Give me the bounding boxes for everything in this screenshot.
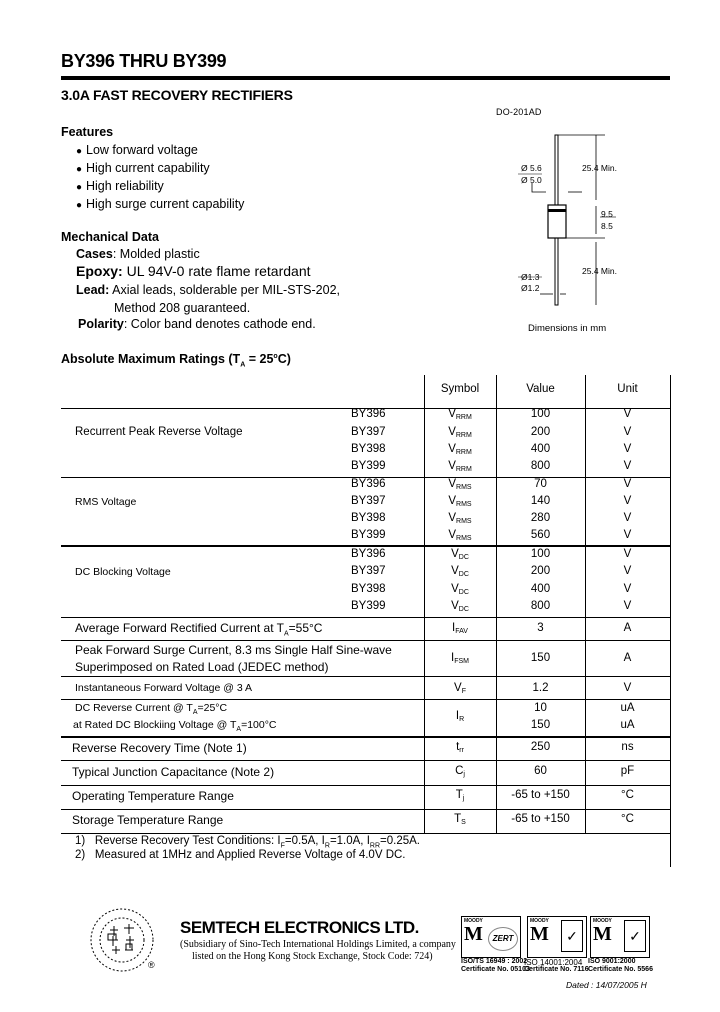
- cases-label: Cases: [76, 247, 113, 261]
- row-divider: [61, 676, 670, 677]
- value-cell: 800: [530, 460, 551, 472]
- part-number: BY396: [351, 548, 386, 560]
- value-cell: -65 to +150: [511, 813, 570, 825]
- ratings-heading: [61, 352, 291, 369]
- package-name: DO-201AD: [496, 107, 542, 117]
- symbol-sub: S: [461, 819, 466, 826]
- symbol-text: V: [451, 548, 459, 560]
- unit-cell: V: [623, 565, 632, 577]
- cert-badge-iso-9001: [590, 916, 650, 958]
- dim-body-length-min: 8.5: [601, 221, 613, 231]
- symbol-cell: [424, 529, 496, 542]
- moody-m-icon: M: [530, 923, 549, 945]
- value-cell: 250: [530, 741, 551, 753]
- feature-item: [76, 179, 164, 193]
- cases-value: : Molded plastic: [112, 247, 200, 261]
- symbol-cell: [424, 408, 496, 421]
- param-label-2: [73, 719, 277, 733]
- value-cell: 10: [534, 702, 547, 714]
- polarity-label: Polarity: [78, 317, 124, 331]
- symbol-text: V: [451, 600, 459, 612]
- symbol-sub: R: [459, 716, 465, 723]
- param-label: [75, 702, 227, 716]
- value-cell: 280: [530, 512, 551, 524]
- symbol-cell: [424, 710, 496, 723]
- feature-text: High current capability: [86, 161, 210, 175]
- epoxy-value: UL 94V-0 rate flame retardant: [122, 263, 311, 279]
- unit-cell: uA: [620, 719, 635, 731]
- symbol-sub: j: [462, 795, 465, 802]
- symbol-sub: DC: [458, 554, 469, 561]
- dim-body-dia-max: Ø 5.6: [521, 163, 542, 173]
- symbol-text: I: [452, 622, 456, 634]
- symbol-cell: [424, 789, 496, 802]
- param-sub: A: [236, 726, 242, 734]
- unit-cell: A: [623, 622, 632, 634]
- value-cell: 100: [530, 548, 551, 560]
- company-subsidiary-line-2: listed on the Hong Kong Stock Exchange, Stock Code: 724): [192, 951, 433, 962]
- part-number: BY397: [351, 426, 386, 438]
- company-name: SEMTECH ELECTRONICS LTD.: [180, 918, 419, 937]
- feature-item: [76, 197, 244, 211]
- cert-brand: MOODY: [530, 918, 549, 924]
- value-cell: 800: [530, 600, 551, 612]
- part-number: BY399: [351, 529, 386, 541]
- document-title: BY396 THRU BY399: [61, 51, 227, 71]
- bullet-icon: ●: [76, 164, 83, 175]
- cert-number: Certificate No. 05103: [461, 966, 530, 973]
- symbol-cell: [424, 813, 496, 826]
- part-number: BY398: [351, 443, 386, 455]
- ratings-heading-text: Absolute Maximum Ratings (T: [61, 352, 241, 366]
- ratings-heading-sup: o: [273, 352, 278, 360]
- param-text: Average Forward Rectified Current at T: [75, 621, 284, 635]
- note-sub: F: [280, 842, 285, 850]
- unit-cell: V: [623, 408, 632, 420]
- row-divider: [61, 617, 670, 618]
- symbol-text: V: [451, 583, 459, 595]
- note-1: [75, 835, 420, 849]
- mech-cases: [76, 247, 200, 261]
- value-cell: 200: [530, 426, 551, 438]
- symbol-text: V: [448, 460, 456, 472]
- dimensions-caption: Dimensions in mm: [528, 323, 607, 334]
- mech-lead: [76, 283, 340, 297]
- bullet-icon: ●: [76, 200, 83, 211]
- unit-cell: V: [623, 460, 632, 472]
- symbol-cell: [424, 565, 496, 578]
- value-cell: 200: [530, 565, 551, 577]
- unit-cell: ns: [621, 741, 634, 753]
- unit-cell: V: [623, 583, 632, 595]
- symbol-cell: [424, 652, 496, 665]
- symbol-cell: [424, 443, 496, 456]
- dim-body-length-max: 9.5: [601, 209, 613, 219]
- row-divider: [61, 833, 670, 834]
- cert-badge-iso-14001: [527, 916, 587, 958]
- unit-cell: pF: [620, 765, 635, 777]
- dim-lead-dia-min: Ø1.2: [521, 283, 540, 293]
- row-divider: [61, 785, 670, 786]
- unit-cell: A: [623, 652, 632, 664]
- note-text: =1.0A, I: [329, 835, 370, 847]
- symbol-sub: RMS: [456, 501, 472, 508]
- param-text: DC Reverse Current @ T: [75, 702, 193, 714]
- row-divider: [61, 760, 670, 761]
- note-text: =0.25A.: [380, 835, 420, 847]
- title-rule: [61, 76, 670, 80]
- symbol-sub: RRM: [455, 432, 472, 439]
- part-number: BY398: [351, 512, 386, 524]
- cert-caption: ISO 14001:2004: [524, 958, 583, 967]
- symbol-cell: [424, 622, 496, 635]
- part-number: BY398: [351, 583, 386, 595]
- package-outline-diagram: [480, 130, 620, 310]
- symbol-sub: DC: [458, 606, 469, 613]
- param-label: Storage Temperature Range: [72, 813, 224, 827]
- value-cell: 3: [537, 622, 544, 634]
- dim-lead-length-bottom: 25.4 Min.: [582, 266, 617, 276]
- registered-mark: ®: [148, 960, 155, 970]
- symbol-sub: RRM: [455, 449, 472, 456]
- col-header-value: Value: [526, 383, 555, 395]
- feature-text: High surge current capability: [86, 197, 245, 211]
- part-number: BY397: [351, 565, 386, 577]
- unit-cell: uA: [620, 702, 635, 714]
- cert-caption: ISO 9001:2000: [588, 958, 636, 965]
- dim-lead-length-top: 25.4 Min.: [582, 163, 617, 173]
- unit-cell: V: [623, 443, 632, 455]
- ukas-check-icon: ✓: [561, 920, 583, 952]
- part-number: BY396: [351, 408, 386, 420]
- symbol-text: V: [451, 565, 459, 577]
- symbol-text: T: [455, 789, 463, 801]
- value-cell: 60: [534, 765, 547, 777]
- symbol-text: V: [448, 426, 456, 438]
- lead-label: Lead:: [76, 283, 110, 297]
- ratings-heading-sub: A: [240, 361, 246, 369]
- note-sub: R: [324, 842, 330, 850]
- epoxy-label: Epoxy:: [76, 263, 123, 279]
- moody-m-icon: M: [593, 923, 612, 945]
- unit-cell: °C: [621, 789, 634, 801]
- symbol-sub: DC: [458, 589, 469, 596]
- symbol-text: I: [451, 652, 455, 664]
- param-post: =25°C: [197, 702, 228, 714]
- feature-text: High reliability: [86, 179, 164, 193]
- symbol-sub: RRM: [455, 414, 472, 421]
- param-post: =55°C: [288, 621, 323, 635]
- feature-item: [76, 143, 198, 157]
- part-number: BY397: [351, 495, 386, 507]
- value-cell: 150: [530, 719, 551, 731]
- param-label: RMS Voltage: [75, 496, 137, 508]
- cert-number: Certificate No. 5566: [588, 966, 653, 973]
- symbol-text: V: [448, 408, 456, 420]
- value-cell: 400: [530, 583, 551, 595]
- symbol-sub: j: [463, 771, 465, 778]
- symbol-text: V: [454, 682, 462, 694]
- param-label: Operating Temperature Range: [72, 789, 234, 803]
- symbol-sub: rr: [459, 747, 464, 754]
- ratings-heading-post: C): [277, 352, 291, 366]
- row-divider: [61, 736, 670, 738]
- table-right-border: [670, 375, 671, 867]
- moody-m-icon: M: [464, 923, 483, 945]
- value-cell: 70: [534, 478, 547, 490]
- feature-item: [76, 161, 210, 175]
- cert-caption: ISO/TS 16949 : 2002: [461, 958, 528, 965]
- row-divider: [61, 545, 670, 547]
- unit-cell: °C: [621, 813, 634, 825]
- param-label: Reverse Recovery Time (Note 1): [72, 741, 247, 755]
- param-text: at Rated DC Blockiing Voltage @ T: [73, 719, 237, 731]
- col-header-unit: Unit: [617, 383, 638, 395]
- note-text: Reverse Recovery Test Conditions: I: [94, 835, 281, 847]
- symbol-sub: FSM: [454, 658, 469, 665]
- symbol-cell: [424, 583, 496, 596]
- row-divider: [61, 699, 670, 700]
- symbol-sub: FAV: [455, 628, 468, 635]
- symbol-text: I: [455, 710, 460, 722]
- note-number: 1): [75, 835, 86, 847]
- symbol-sub: RRM: [455, 466, 472, 473]
- dim-body-dia-min: Ø 5.0: [521, 175, 542, 185]
- unit-cell: V: [623, 495, 632, 507]
- param-sub: A: [192, 709, 198, 717]
- cert-brand: MOODY: [593, 918, 612, 924]
- value-cell: 140: [530, 495, 551, 507]
- symbol-cell: [424, 478, 496, 491]
- unit-cell: V: [623, 682, 632, 694]
- dim-lead-dia-max: Ø1.3: [521, 272, 540, 282]
- ratings-heading-mid: = 25: [245, 352, 274, 366]
- symbol-text: t: [456, 741, 460, 753]
- param-label: DC Blocking Voltage: [75, 566, 171, 578]
- param-label: Peak Forward Surge Current, 8.3 ms Single Half Sine-wave: [75, 643, 392, 657]
- symbol-cell: [424, 495, 496, 508]
- symbol-sub: RMS: [456, 484, 472, 491]
- param-label-2: Superimposed on Rated Load (JEDEC method): [75, 660, 329, 674]
- symbol-text: C: [455, 765, 464, 777]
- symbol-text: V: [448, 529, 457, 541]
- value-cell: 400: [530, 443, 551, 455]
- symbol-text: V: [448, 512, 457, 524]
- ukas-check-icon: ✓: [624, 920, 646, 952]
- value-cell: 1.2: [532, 682, 549, 694]
- document-subtitle: 3.0A FAST RECOVERY RECTIFIERS: [61, 87, 293, 103]
- value-cell: 150: [530, 652, 551, 664]
- note-number: 2): [75, 849, 86, 861]
- param-label: [75, 621, 322, 637]
- unit-cell: V: [623, 548, 632, 560]
- cert-badge-iso-ts: [461, 916, 521, 958]
- symbol-text: V: [448, 478, 457, 490]
- symbol-cell: [424, 512, 496, 525]
- part-number: BY399: [351, 460, 386, 472]
- param-label: Typical Junction Capacitance (Note 2): [72, 765, 275, 779]
- note-2: [75, 849, 406, 861]
- bullet-icon: ●: [76, 146, 83, 157]
- param-post: =100°C: [241, 719, 277, 731]
- polarity-value: : Color band denotes cathode end.: [123, 317, 316, 331]
- unit-cell: V: [623, 512, 632, 524]
- symbol-text: V: [448, 495, 457, 507]
- cert-number: Certificate No. 7116: [524, 966, 589, 973]
- dated-stamp: Dated : 14/07/2005 H: [566, 980, 647, 990]
- note-sub: RR: [369, 842, 381, 850]
- note-text: Measured at 1MHz and Applied Reverse Voltage of 4.0V DC.: [94, 849, 406, 861]
- unit-cell: V: [623, 529, 632, 541]
- param-label: Instantaneous Forward Voltage @ 3 A: [75, 682, 253, 694]
- symbol-cell: [424, 765, 496, 778]
- symbol-cell: [424, 548, 496, 561]
- symbol-text: V: [448, 443, 456, 455]
- unit-cell: V: [623, 426, 632, 438]
- row-divider: [61, 809, 670, 810]
- symbol-cell: [424, 426, 496, 439]
- note-text: =0.5A, I: [284, 835, 325, 847]
- symbol-sub: RMS: [456, 518, 472, 525]
- param-sub: A: [283, 630, 289, 638]
- col-header-symbol: Symbol: [440, 383, 480, 395]
- part-number: BY399: [351, 600, 386, 612]
- bullet-icon: ●: [76, 182, 83, 193]
- company-subsidiary-line-1: (Subsidiary of Sino-Tech International Holdings Limited, a company: [180, 939, 456, 950]
- mech-polarity: [78, 317, 316, 331]
- row-divider: [61, 640, 670, 641]
- param-label: Recurrent Peak Reverse Voltage: [75, 426, 243, 438]
- symbol-cell: [424, 460, 496, 473]
- unit-cell: V: [623, 478, 632, 490]
- symbol-cell: [424, 600, 496, 613]
- symbol-sub: DC: [458, 571, 469, 578]
- symbol-text: T: [454, 813, 462, 825]
- symbol-sub: F: [461, 688, 466, 695]
- symbol-cell: [424, 741, 496, 754]
- symbol-sub: RMS: [456, 535, 472, 542]
- mechanical-heading: Mechanical Data: [61, 230, 159, 244]
- unit-cell: V: [623, 600, 632, 612]
- lead-value: Axial leads, solderable per MIL-STS-202,: [109, 283, 341, 297]
- value-cell: 100: [530, 408, 551, 420]
- features-heading: Features: [61, 125, 114, 139]
- value-cell: -65 to +150: [511, 789, 570, 801]
- feature-text: Low forward voltage: [86, 143, 198, 157]
- part-number: BY396: [351, 478, 386, 490]
- symbol-cell: [424, 682, 496, 695]
- mech-lead-2: Method 208 guaranteed.: [114, 301, 251, 315]
- zert-q-icon: ZERT: [488, 927, 518, 951]
- value-cell: 560: [530, 529, 551, 541]
- cert-brand: MOODY: [464, 918, 483, 924]
- mech-epoxy: [76, 263, 311, 279]
